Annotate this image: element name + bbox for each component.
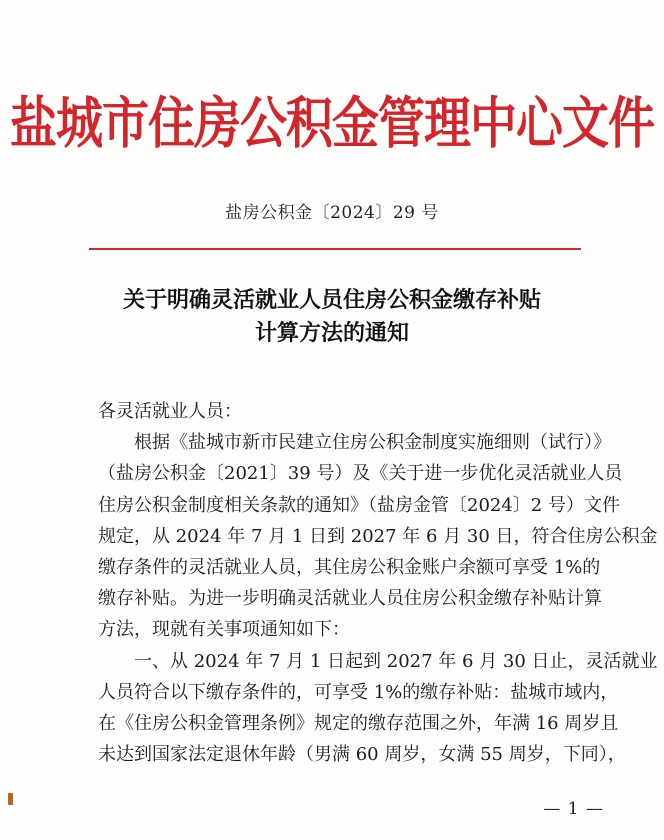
binding-edge-mark [8,793,13,805]
document-number: 盐房公积金〔2024〕29 号 [225,203,439,223]
notice-title [0,284,664,350]
issuing-authority-title: 盐城市住房公积金管理中心文件 [10,91,654,157]
body-line: 住房公积金制度相关条款的通知》（盐房金管〔2024〕2 号）文件 [98,494,620,516]
body-line: 人员符合以下缴存条件的，可享受 1%的缴存补贴：盐城市域内， [98,681,619,703]
body-line: 在《住房公积金管理条例》规定的缴存范围之外，年满 16 周岁且 [98,712,619,734]
red-divider-line [89,248,581,250]
body-line: 未达到国家法定退休年龄（男满 60 周岁，女满 55 周岁，下同）， [98,744,626,766]
body-line: （盐房公积金〔2021〕39 号）及《关于进一步优化灵活就业人员 [98,463,623,485]
body-line: 缴存条件的灵活就业人员，其住房公积金账户余额可享受 1%的 [98,556,601,578]
page-number: — 1 — [543,799,604,819]
body-line: 方法，现就有关事项通知如下： [98,619,350,641]
salutation: 各灵活就业人员： [98,401,242,422]
body-line: 缴存补贴。为进一步明确灵活就业人员住房公积金缴存补贴计算 [98,588,602,610]
notice-title-line-2: 计算方法的通知 [254,321,409,346]
notice-title-line-1: 关于明确灵活就业人员住房公积金缴存补贴 [122,288,541,313]
notice-body [98,396,658,770]
body-line: 根据《盐城市新市民建立住房公积金制度实施细则（试行）》 [134,432,611,454]
body-line: 一、从 2024 年 7 月 1 日起到 2027 年 6 月 30 日止，灵活就业 [134,650,658,672]
body-line: 规定，从 2024 年 7 月 1 日到 2027 年 6 月 30 日，符合住房公积金 [98,525,658,547]
